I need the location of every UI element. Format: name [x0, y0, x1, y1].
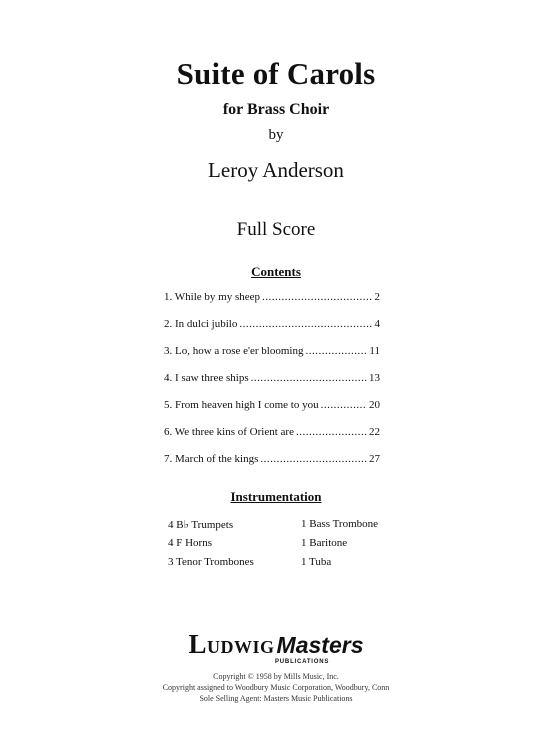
copyright-notice [0, 671, 552, 704]
publisher-logo [0, 631, 552, 658]
contents-item-title: 4. I saw three ships [164, 372, 249, 384]
dot-leader [251, 372, 367, 384]
page-title: Suite of Carols [176, 56, 376, 91]
contents-item [164, 453, 380, 480]
contents-item [164, 426, 380, 453]
contents-item [164, 318, 380, 345]
contents-item [164, 291, 380, 318]
contents-item-page: 13 [369, 372, 380, 384]
instrumentation-left-column [168, 518, 254, 575]
instrumentation-heading: Instrumentation [230, 489, 322, 504]
dot-leader [321, 399, 367, 411]
contents-item-page: 27 [369, 453, 380, 465]
publisher-logo-wordmark [189, 631, 364, 658]
publisher-logo-ludwig: LUDWIG [188, 629, 275, 659]
contents-item-page: 4 [374, 318, 380, 330]
contents-item-title: 6. We three kins of Orient are [164, 426, 294, 438]
copyright-line: Copyright © 1958 by Mills Music, Inc. [213, 672, 339, 681]
instrument-entry: 1 Baritone [301, 537, 348, 549]
instrument-entry: 4 B♭ Trumpets [168, 519, 234, 531]
page-subtitle: for Brass Choir [222, 101, 330, 118]
dot-leader [296, 426, 367, 438]
instrument-entry: 1 Bass Trombone [301, 518, 379, 530]
publisher-logo-subtitle: PUBLICATIONS [275, 659, 330, 665]
composer-name: Leroy Anderson [208, 158, 344, 182]
contents-item-page: 22 [369, 426, 380, 438]
contents-item-title: 7. March of the kings [164, 453, 259, 465]
contents-list [164, 291, 380, 480]
dot-leader [305, 345, 367, 357]
dot-leader [239, 318, 372, 330]
copyright-line: Copyright assigned to Woodbury Music Corporation, Woodbury, Conn [162, 683, 390, 692]
contents-item-page: 20 [369, 399, 380, 411]
score-type: Full Score [236, 219, 316, 240]
instrument-entry: 3 Tenor Trombones [168, 556, 254, 568]
contents-item [164, 399, 380, 426]
contents-item-title: 2. In dulci jubilo [164, 318, 238, 330]
instrument-entry: 4 F Horns [168, 537, 213, 549]
publisher-logo-masters: Masters [276, 632, 364, 658]
dot-leader [260, 453, 367, 465]
copyright-line: Sole Selling Agent: Masters Music Publications [199, 694, 353, 703]
contents-item-title: 5. From heaven high I come to you [164, 399, 319, 411]
contents-item-title: 1. While by my sheep [164, 291, 261, 303]
dot-leader [262, 291, 372, 303]
contents-item [164, 345, 380, 372]
contents-item-page: 11 [369, 345, 380, 357]
instrument-entry: 1 Tuba [301, 556, 332, 568]
instrumentation-right-column [301, 518, 378, 575]
contents-item-title: 3. Lo, how a rose e'er blooming [164, 345, 304, 357]
by-line: by [268, 127, 284, 143]
contents-item-page: 2 [374, 291, 380, 303]
contents-heading: Contents [251, 264, 301, 279]
contents-item [164, 372, 380, 399]
